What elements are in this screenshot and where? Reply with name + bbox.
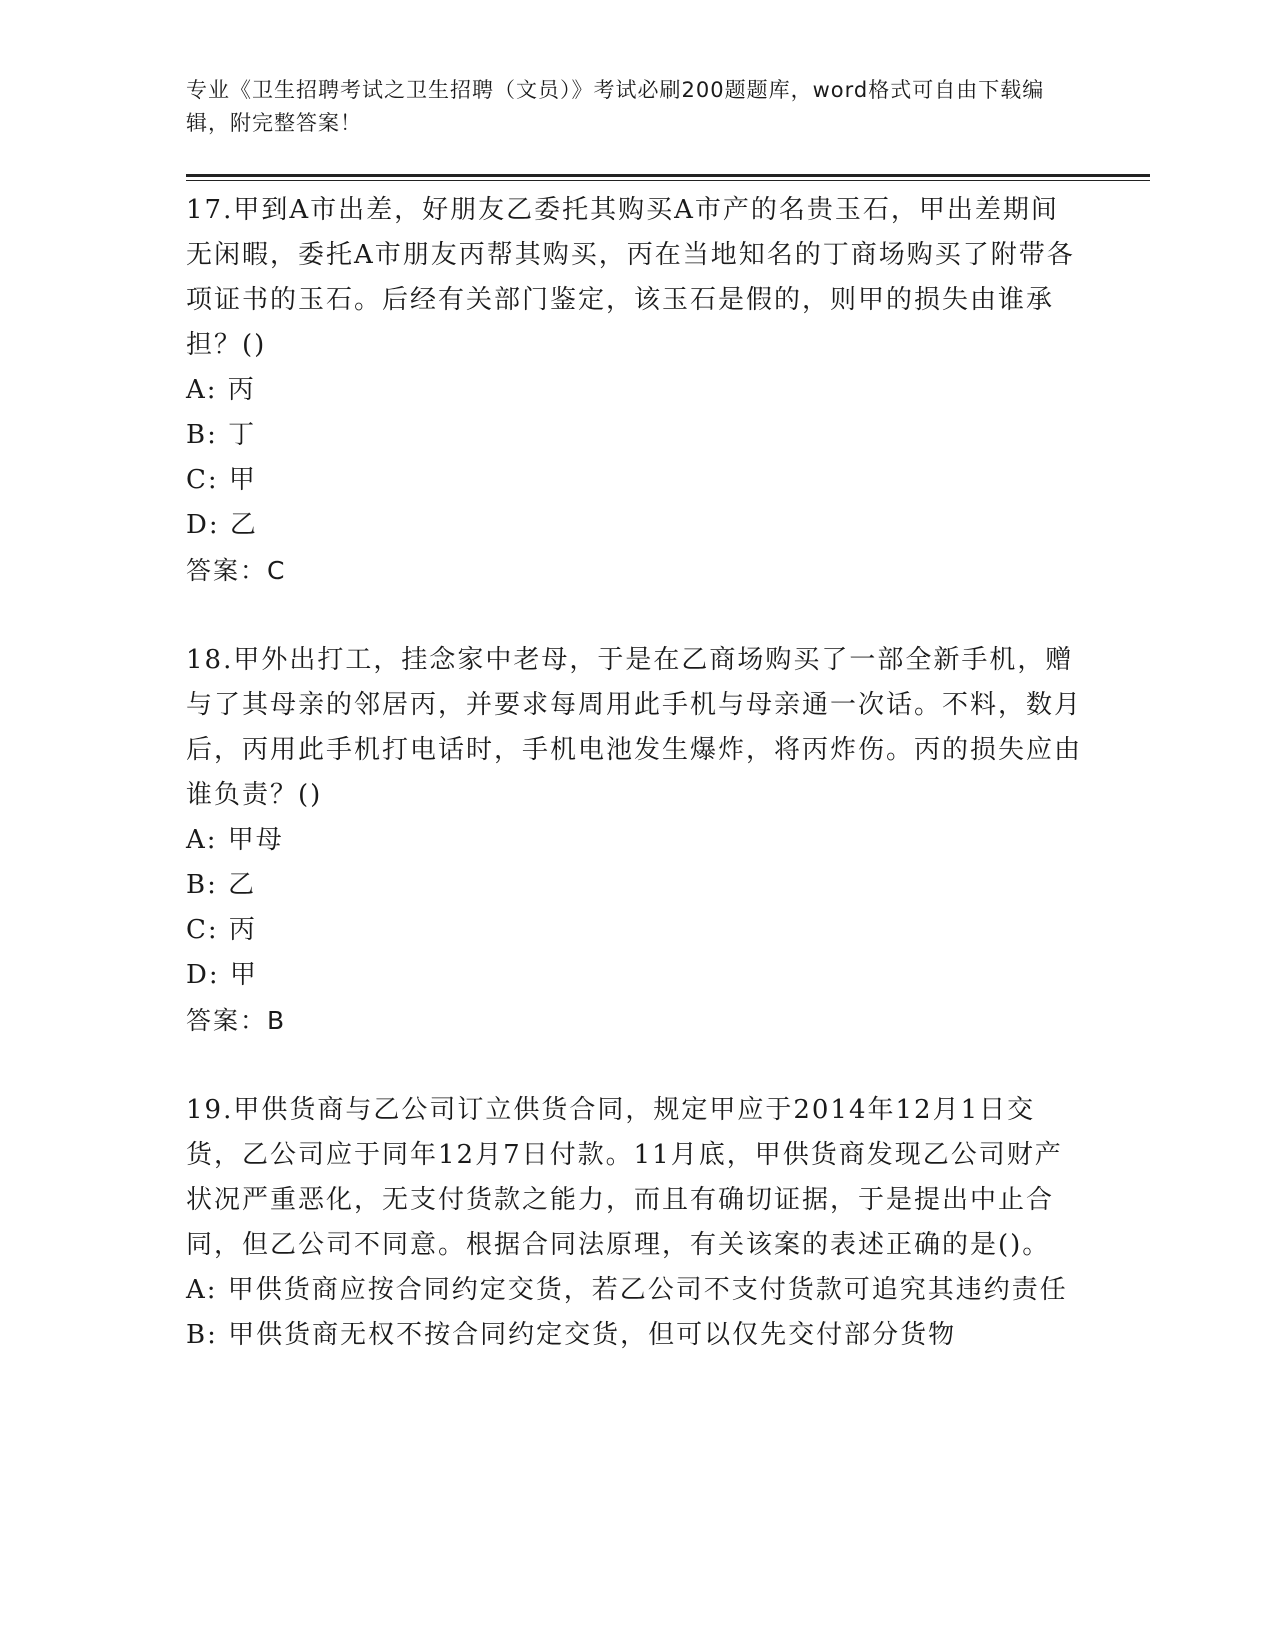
- question-18: [186, 638, 1086, 1043]
- option-b: B: 乙: [186, 870, 257, 900]
- option-b: B: 丁: [186, 420, 257, 450]
- option-a: A: 甲母: [186, 825, 284, 855]
- header-divider-thin: [186, 180, 1150, 181]
- header-title: 专业《卫生招聘考试之卫生招聘（文员）》考试必刷200题题库，word格式可自由下载编辑，附完整答案！: [186, 78, 1045, 135]
- answer-line: 答案：B: [186, 1006, 287, 1035]
- document-header: [186, 74, 1066, 140]
- question-stem: 19.甲供货商与乙公司订立供货合同，规定甲应于2014年12月1日交货，乙公司应于同年12月7日付款。11月底，甲供货商发现乙公司财产状况严重恶化，无支付货款之能力，而且有确切证据，于是提出中止合同，但乙公司不同意。根据合同法原理，有关该案的表述正确的是()。: [186, 1095, 1063, 1260]
- question-spacer: [186, 593, 1086, 638]
- header-divider-thick: [186, 174, 1150, 177]
- option-b: B: 甲供货商无权不按合同约定交货，但可以仅先交付部分货物: [186, 1320, 957, 1350]
- question-stem: 18.甲外出打工，挂念家中老母，于是在乙商场购买了一部全新手机，赠与了其母亲的邻居丙，并要求每周用此手机与母亲通一次话。不料，数月后，丙用此手机打电话时，手机电池发生爆炸，将丙炸伤。丙的损失应由谁负责？(): [186, 645, 1083, 810]
- answer-line: 答案：C: [186, 556, 287, 585]
- option-c: C: 丙: [186, 915, 257, 945]
- option-a: A: 甲供货商应按合同约定交货，若乙公司不支付货款可追究其违约责任: [186, 1275, 1068, 1305]
- question-stem: 17.甲到A市出差，好朋友乙委托其购买A市产的名贵玉石，甲出差期间无闲暇，委托A市朋友丙帮其购买，丙在当地知名的丁商场购买了附带各项证书的玉石。后经有关部门鉴定，该玉石是假的，则甲的损失由谁承担？(): [186, 195, 1075, 360]
- option-c: C: 甲: [186, 465, 257, 495]
- question-list: [186, 188, 1086, 1358]
- question-17: [186, 188, 1086, 593]
- option-d: D: 甲: [186, 960, 258, 990]
- question-19: [186, 1088, 1086, 1358]
- question-spacer: [186, 1043, 1086, 1088]
- option-d: D: 乙: [186, 510, 258, 540]
- option-a: A: 丙: [186, 375, 256, 405]
